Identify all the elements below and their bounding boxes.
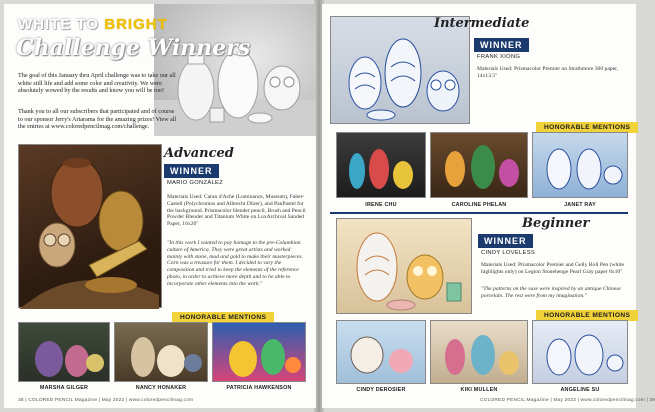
right-footer-page: 39 [649,398,655,403]
left-page [4,4,316,408]
beginner-honorable-name-3: ANGELINE SU [560,387,600,393]
intermediate-honorable-name-1: IRENE CHU [365,202,397,208]
intermediate-winner-name: FRANK XIONG [477,54,521,60]
right-footer-mag: COLORED PENCIL Magazine [480,398,549,403]
advanced-winner-name: MARIO GONZÁLEZ [167,180,224,186]
advanced-honorable-name-2: NANCY HONAKER [135,385,187,391]
right-footer: COLORED PENCIL Magazine | May 2022 | www.coloredpencilmag.com | 39 [480,398,655,403]
beginner-honorable-art-2 [430,320,528,384]
advanced-quote: "In this work I wanted to pay homage to the pre-Columbian culture of America. They were great artists and worked mainly with stone, mud and gold to make their masterpieces. Corn was a treasure for them. I decided to vary the composition and tried to keep the elements of the reference photo, in order to achieve more depth and to be able to incorporate other elements into the work." [167,240,303,287]
beginner-winner-name: CINDY LOVELESS [481,250,536,256]
header-subtitle: Challenge Winners [16,35,251,61]
header-word-white: WHITE [18,16,72,33]
beginner-honorable-name-2: KIKI MULLEN [460,387,498,393]
advanced-honorable-name-3: PATRICIA HAWKENSON [226,385,292,391]
intro-paragraph-2: Thank you to all our subscribers that participated and of course to our sponsor Jerry's Artarama for the amazing prizes! View all the entries at www.coloredpencilmag.com/challenge. [18,108,177,131]
intermediate-section-title: Intermediate [434,16,530,31]
beginner-honorable-art-1 [336,320,426,384]
beginner-materials: Materials Used: Prismacolor Premier and Gelly Roll Pen (white highlights only) on Legion Stonehenge Pearl Gray paper 8x10" [481,262,624,275]
white-still-life-photo [154,4,316,136]
section-divider [330,212,628,214]
advanced-honorable-name-1: MARSHA GILGER [39,385,89,391]
header-title [18,16,168,33]
beginner-section-title: Beginner [522,216,590,231]
advanced-honorable-art-3 [212,322,306,382]
beginner-honorable-name-1: CINDY DEROSIER [356,387,406,393]
right-footer-site: www.coloredpencilmag.com [580,398,645,403]
beginner-winner-label: WINNER [478,234,533,248]
right-footer-issue: May 2022 [553,398,577,403]
beginner-honorable-label: HONORABLE MENTIONS [536,310,638,321]
left-footer-site: www.coloredpencilmag.com [128,398,194,403]
intermediate-honorable-name-2: CAROLINE PHELAN [451,202,507,208]
intermediate-winner-artwork [330,16,470,124]
left-footer: 38 | COLORED PENCIL Magazine | May 2022 | www.coloredpencilmag.com [18,398,194,403]
left-footer-mag: COLORED PENCIL Magazine [28,398,98,403]
advanced-honorable-art-1 [18,322,110,382]
advanced-honorable-label: HONORABLE MENTIONS [172,312,274,323]
right-page [322,4,655,408]
advanced-section-title: Advanced [164,146,234,161]
advanced-materials: Materials Used: Caran d'Ache (Luminance, Museum), Faber-Castell (Polychromos and Albrecht Dürer), and PanPastel for the background. Prismacolor blender pencil, Brush and Pencil Powder Blender and Titanium White on LuxArchival Sanded Paper, 16x20" [167,194,306,228]
advanced-honorable-art-2 [114,322,208,382]
intermediate-honorable-label: HONORABLE MENTIONS [536,122,638,133]
beginner-honorable-art-3 [532,320,628,384]
header-word-to: TO [76,16,100,33]
beginner-winner-artwork [336,218,472,314]
beginner-quote: "The patterns on the vase were inspired by an antique Chinese porcelain. The rest were from my imagination." [481,286,621,299]
intermediate-honorable-name-3: JANET RAY [564,202,596,208]
intermediate-honorable-art-1 [336,132,426,198]
intermediate-honorable-art-2 [430,132,528,198]
advanced-winner-label: WINNER [164,164,219,178]
intro-paragraph-1: The goal of this January thru April challenge was to take our all white still life and add some color and creativity. We were absolutely wowed by the results and know you will be too! [18,72,176,95]
left-footer-issue: May 2022 [101,398,125,403]
header-word-bright: BRIGHT [104,16,168,33]
intermediate-honorable-art-3 [532,132,628,198]
advanced-winner-artwork [18,144,162,308]
left-footer-page: 38 [18,398,24,403]
intermediate-winner-label: WINNER [474,38,529,52]
intermediate-materials: Materials Used: Prismacolor Premier on Strathmore 300 paper, 14x13.5" [477,66,619,79]
